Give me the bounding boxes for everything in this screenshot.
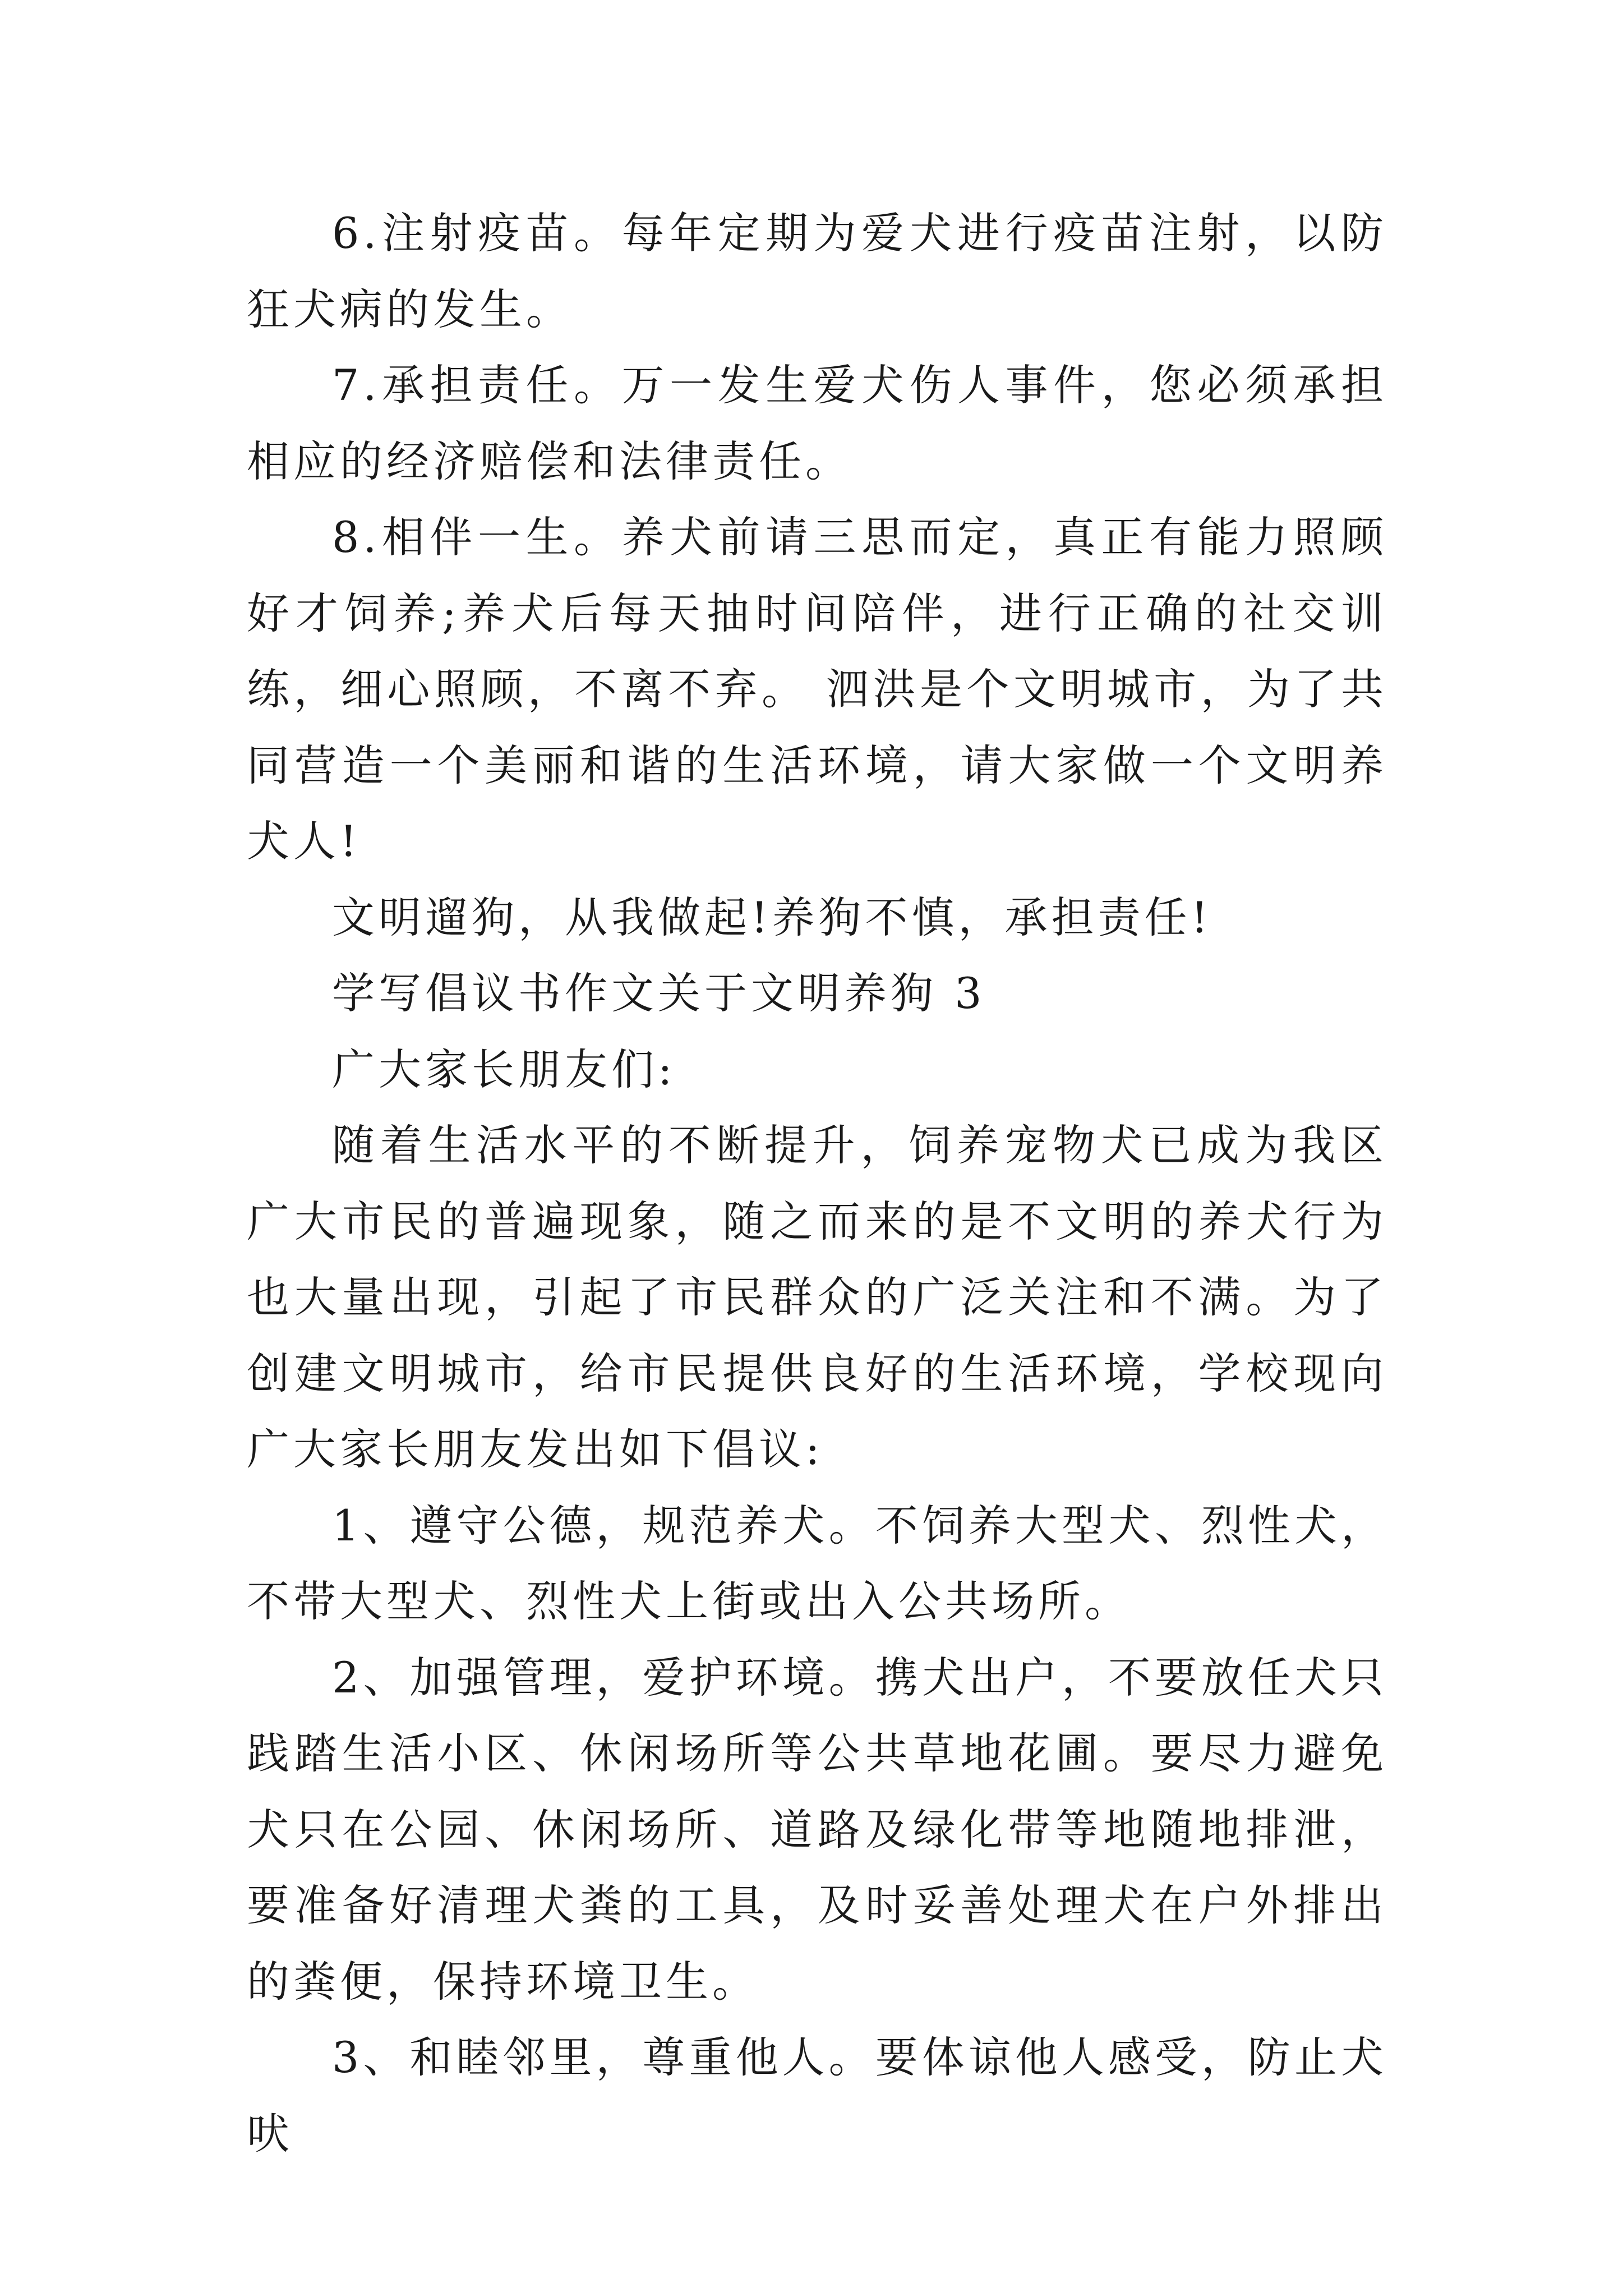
section-heading: 学写倡议书作文关于文明养狗 3 (332, 968, 986, 1018)
salutation: 广大家长朋友们: (332, 1044, 676, 1094)
intro-paragraph: 随着生活水平的不断提升，饲养宠物犬已成为我区广大市民的普遍现象，随之而来的是不文明的养犬行为也大量出现，引起了市民群众的广泛关注和不满。为了创建文明城市，给市民提供良好的生活环境，学校现向广大家长朋友发出如下倡议: (247, 1120, 1387, 1474)
proposal-item-3: 3、和睦邻里，尊重他人。要体谅他人感受，防止犬吠 (247, 2032, 1387, 2159)
proposal-item-1: 1、遵守公德，规范养犬。不饲养大型犬、烈性犬，不带大型犬、烈性犬上街或出入公共场所。 (247, 1500, 1387, 1626)
slogan-line: 文明遛狗，从我做起!养狗不慎，承担责任! (332, 892, 1212, 942)
paragraph-item-6-vaccination: 6.注射疫苗。每年定期为爱犬进行疫苗注射，以防狂犬病的发生。 (247, 208, 1387, 334)
paragraph-item-7-responsibility: 7.承担责任。万一发生爱犬伤人事件，您必须承担相应的经济赔偿和法律责任。 (247, 360, 1387, 486)
document-body (247, 195, 1387, 2171)
paragraph-item-8-lifelong-companion: 8.相伴一生。养犬前请三思而定，真正有能力照顾好才饲养;养犬后每天抽时间陪伴，进行正确的社交训练，细心照顾，不离不弃。 泗洪是个文明城市，为了共同营造一个美丽和谐的生活环境，请大家做一个文明养犬人! (247, 512, 1387, 866)
proposal-item-2: 2、加强管理，爱护环境。携犬出户，不要放任犬只践踏生活小区、休闲场所等公共草地花圃。要尽力避免犬只在公园、休闲场所、道路及绿化带等地随地排泄，要准备好清理犬粪的工具，及时妥善处理犬在户外排出的粪便，保持环境卫生。 (247, 1652, 1387, 2007)
